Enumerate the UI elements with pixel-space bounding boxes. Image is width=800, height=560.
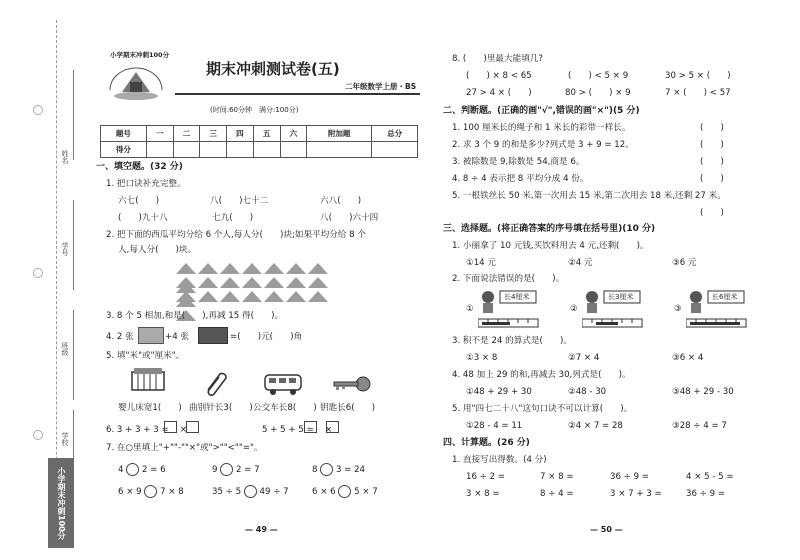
operator-circle[interactable] (338, 485, 351, 498)
choice-question: 4. 48 加上 29 的和,再减去 30,列式是( )。 (452, 370, 631, 380)
q5-item: 公交车长8( ) (253, 403, 317, 413)
watermelon-icon (286, 291, 306, 302)
watermelon-icon (264, 291, 284, 302)
q2-text: 2. 把下面的西瓜平均分给 6 个人,每人分( )块;如果平均分给 8 个 (106, 230, 366, 240)
q5-text: 5. 填"米"或"厘米"。 (106, 351, 185, 361)
q7-item (312, 463, 365, 476)
choice-option[interactable]: ③ (674, 304, 682, 314)
binding-hole (33, 268, 43, 278)
q5-item: 曲别针长3( ) (189, 403, 253, 413)
bubble-text: 长4厘米 (504, 293, 530, 301)
score-cell[interactable] (200, 142, 227, 158)
q7-item (118, 485, 184, 498)
binding-strip (0, 0, 88, 560)
q7-item (118, 463, 166, 476)
class-label: 班级 (61, 342, 69, 356)
q7-right: 49 ÷ 7 (259, 487, 289, 497)
bus-icon (263, 372, 303, 396)
section-2-title: 二、判断题。(正确的画"√",错误的画"×")(5 分) (443, 106, 640, 116)
q7-right: 5 × 7 (354, 487, 378, 497)
q3-text: 3. 8 个 5 相加,和是( ),再减 15 得( )。 (106, 311, 284, 321)
q7-left: 6 × 9 (118, 487, 142, 497)
page-number-left: — 49 — (245, 525, 278, 534)
choice-option[interactable]: ①14 元 (466, 258, 496, 268)
q8-item: 27 > 4 × ( ) (466, 88, 532, 98)
score-cell[interactable] (280, 142, 307, 158)
banknote-5jiao-icon (138, 327, 164, 344)
q7-right: 7 × 8 (160, 487, 184, 497)
choice-option[interactable]: ②4 × 7 = 28 (568, 421, 623, 431)
class-underline (73, 310, 74, 400)
page-title: 期末冲刺测试卷(五) (206, 60, 340, 78)
choice-question: 2. 下面说法错误的是( )。 (452, 274, 565, 284)
binding-hole (33, 430, 43, 440)
q7-item (312, 485, 378, 498)
calc-item: 8 ÷ 4 = (540, 489, 574, 499)
calc-item: 7 × 8 = (540, 472, 574, 482)
operator-circle[interactable] (126, 463, 139, 476)
judge-item: 4. 8 ÷ 4 表示把 8 平均分成 4 份。 (452, 174, 589, 184)
choice-option[interactable]: ③6 元 (672, 258, 697, 268)
q1-item: 六八( ) (320, 196, 362, 206)
score-header: 一 (146, 126, 173, 142)
answer-box[interactable] (186, 421, 199, 433)
watermelon-icon (308, 291, 328, 302)
q7-item (212, 485, 289, 498)
q5-item: 钥匙长6( ) (320, 403, 376, 413)
judge-answer[interactable]: ( ) (700, 208, 724, 218)
q8-text: 8. ( )里最大能填几? (452, 54, 543, 64)
q4-text-b: +4 张 (165, 332, 189, 342)
score-cell[interactable] (227, 142, 254, 158)
answer-box[interactable] (326, 421, 339, 433)
choice-option[interactable]: ②48 - 30 (568, 387, 607, 397)
watermelon-icon (220, 291, 240, 302)
q7-text: 7. 在○里填上"+""-""×"或">""<""="。 (106, 443, 263, 453)
id-label: 学号 (61, 242, 69, 256)
q7-left: 4 (118, 465, 124, 475)
choice-option[interactable]: ②7 × 4 (568, 353, 600, 363)
q1-text: 1. 把口诀补充完整。 (106, 179, 186, 189)
calc-item: 36 ÷ 9 = (686, 489, 725, 499)
strip-brand: 小学期末冲刺100分 (48, 458, 74, 548)
q7-left: 9 (212, 465, 218, 475)
q8-item: 80 > ( ) × 9 (565, 88, 631, 98)
q1-item: 八( )六十四 (320, 213, 379, 223)
judge-item: 5. 一根铁丝长 50 米,第一次用去 15 米,第二次用去 18 米,还剩 27 米。 (452, 191, 726, 201)
watermelon-icon (198, 291, 218, 302)
logo (100, 56, 172, 104)
score-header: 附加题 (307, 126, 372, 142)
score-header: 五 (253, 126, 280, 142)
q6-b-text: 5 + 5 + 5 = × (262, 425, 333, 435)
judge-answer[interactable]: ( ) (700, 123, 724, 133)
operator-circle[interactable] (244, 485, 257, 498)
bubble-text: 长6厘米 (712, 293, 738, 301)
calc-item: 3 × 7 + 3 = (610, 489, 662, 499)
score-header: 题号 (101, 126, 147, 142)
score-row-label: 得分 (101, 142, 147, 158)
q6-b (262, 423, 332, 435)
logo-text: 小学期末冲刺100分 (110, 51, 170, 59)
name-underline (73, 70, 74, 160)
q7-left: 35 ÷ 5 (212, 487, 242, 497)
judge-answer[interactable]: ( ) (700, 140, 724, 150)
q4-text-c: =( )元( )角 (230, 332, 303, 342)
q1-item: 八( )七十二 (210, 196, 269, 206)
q4-text-a: 4. 2 张 (106, 332, 134, 342)
score-cell[interactable] (372, 142, 418, 158)
choice-option[interactable]: ②4 元 (568, 258, 593, 268)
score-header: 二 (173, 126, 200, 142)
choice-option[interactable]: ③48 + 29 - 30 (672, 387, 734, 397)
watermelon-group (175, 259, 335, 301)
section-4-title: 四、计算题。(26 分) (443, 438, 530, 448)
section-1-title: 一、填空题。(32 分) (96, 162, 183, 172)
choice-question: 3. 积不是 24 的算式是( )。 (452, 336, 572, 346)
q1-item: 六七( ) (118, 196, 160, 206)
crib-icon (130, 366, 166, 396)
q7-right: 2 = 6 (141, 465, 166, 475)
answer-box[interactable] (304, 421, 317, 433)
name-label: 姓名 (61, 150, 69, 164)
section-3-title: 三、选择题。(将正确答案的序号填在括号里)(10 分) (443, 224, 656, 234)
score-cell[interactable] (173, 142, 200, 158)
school-underline (73, 410, 74, 465)
operator-circle[interactable] (320, 463, 333, 476)
q8-item: 30 > 5 × ( ) (665, 71, 731, 81)
score-cell[interactable] (146, 142, 173, 158)
choice-option[interactable]: ①28 - 4 = 11 (466, 421, 523, 431)
score-cell[interactable] (307, 142, 372, 158)
score-row (101, 142, 418, 158)
watermelon-icon (176, 291, 196, 302)
choice-option[interactable]: ② (570, 304, 578, 314)
calc-item: 3 × 8 = (466, 489, 500, 499)
operator-circle[interactable] (220, 463, 233, 476)
score-header: 四 (227, 126, 254, 142)
q5-item: 婴儿床宽1( ) (118, 403, 182, 413)
score-header: 三 (200, 126, 227, 142)
score-header-row (101, 126, 418, 142)
binding-hole (33, 105, 43, 115)
judge-answer[interactable]: ( ) (700, 174, 724, 184)
choice-question: 5. 用"四七二十八"这句口诀不可以计算( )。 (452, 404, 633, 414)
score-table (100, 125, 418, 158)
choice-option[interactable]: ① (466, 304, 474, 314)
choice-option[interactable]: ①48 + 29 + 30 (466, 387, 532, 397)
title-rule (175, 93, 420, 95)
choice-option[interactable]: ③28 ÷ 4 = 7 (672, 421, 727, 431)
bubble-text: 长3厘米 (608, 293, 634, 301)
judge-item: 2. 求 3 个 9 的和是多少?列式是 3 + 9 = 12。 (452, 140, 634, 150)
banknote-1yuan-icon (198, 327, 228, 344)
paperclip-icon (202, 368, 230, 396)
q1-item: ( )九十八 (118, 213, 168, 223)
q7-item (212, 463, 260, 476)
key-icon (330, 375, 372, 393)
calc-item: 36 ÷ 9 = (610, 472, 649, 482)
q2-text-2: 人,每人分( )块。 (118, 245, 197, 255)
score-header: 总分 (372, 126, 418, 142)
q8-item: ( ) × 8 < 65 (466, 71, 532, 81)
q1-item: 七九( ) (212, 213, 254, 223)
choice-question: 1. 小丽拿了 10 元钱,买饮料用去 4 元,还剩( )。 (452, 241, 649, 251)
q7-right: 2 = 7 (235, 465, 260, 475)
school-label: 学校 (61, 432, 69, 446)
time-info: (时间:60分钟 满分:100分) (210, 106, 299, 114)
watermelon-icon (242, 291, 262, 302)
choice-option[interactable]: ③6 × 4 (672, 353, 704, 363)
q6-a-text: 6. 3 + 3 + 3 = × (106, 425, 188, 435)
calc-instruction: 1. 直接写出得数。(4 分) (452, 455, 547, 465)
operator-circle[interactable] (144, 485, 157, 498)
id-underline (73, 200, 74, 290)
calc-item: 16 ÷ 2 = (466, 472, 505, 482)
calc-item: 4 × 5 - 5 = (686, 472, 734, 482)
q7-right: 3 = 24 (335, 465, 366, 475)
q8-item: ( ) < 5 × 9 (568, 71, 629, 81)
subtitle: 二年级数学上册・BS (345, 82, 417, 91)
q7-left: 6 × 6 (312, 487, 336, 497)
judge-item: 1. 100 厘米长的绳子和 1 米长的彩带一样长。 (452, 123, 631, 133)
score-cell[interactable] (253, 142, 280, 158)
judge-item: 3. 被除数是 9,除数是 54,商是 6。 (452, 157, 585, 167)
answer-box[interactable] (164, 421, 177, 433)
judge-answer[interactable]: ( ) (700, 157, 724, 167)
choice-option[interactable]: ①3 × 8 (466, 353, 498, 363)
q8-item: 7 × ( ) < 57 (665, 88, 731, 98)
score-header: 六 (280, 126, 307, 142)
page-number-right: — 50 — (590, 525, 623, 534)
q7-left: 8 (312, 465, 318, 475)
